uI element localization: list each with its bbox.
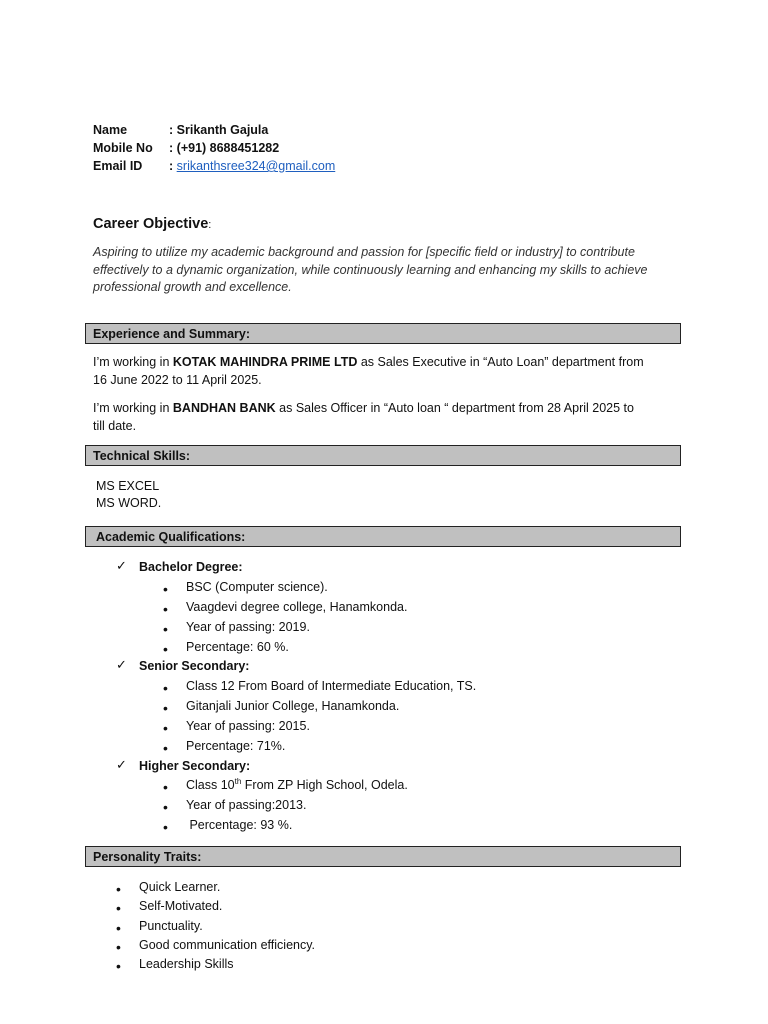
senior-item: Class 12 From Board of Intermediate Education, TS. <box>186 679 477 693</box>
bullet-icon: • <box>163 581 168 597</box>
class-prefix: Class 10 <box>186 778 235 792</box>
mobile-row <box>93 140 279 156</box>
exp1-suffix: as Sales Executive in “Auto Loan” department from <box>357 355 644 369</box>
experience-heading: Experience and Summary: <box>85 323 681 344</box>
career-heading-colon: : <box>208 219 212 231</box>
higher-title: Higher Secondary: <box>139 759 251 773</box>
bullet-icon: • <box>163 740 168 756</box>
exp1-line-2: 16 June 2022 to 11 April 2025. <box>93 372 262 387</box>
email-link[interactable]: srikanthsree324@gmail.com <box>176 159 336 173</box>
trait-item: Punctuality. <box>139 919 203 933</box>
bachelor-title: Bachelor Degree: <box>139 560 243 574</box>
bullet-icon: • <box>163 601 168 617</box>
experience-paragraph-1 <box>93 354 673 389</box>
name-separator: : <box>169 123 174 137</box>
experience-paragraph-2 <box>93 400 673 435</box>
exp2-company: BANDHAN BANK <box>172 401 276 415</box>
exp1-company: KOTAK MAHINDRA PRIME LTD <box>172 355 358 369</box>
trait-item: Quick Learner. <box>139 880 221 894</box>
class-suffix: From ZP High School, Odela. <box>241 778 408 792</box>
technical-skills-list <box>96 478 161 511</box>
trait-item: Leadership Skills <box>139 957 234 971</box>
senior-item: Percentage: 71%. <box>186 739 286 753</box>
bullet-icon: • <box>163 779 168 795</box>
bullet-icon: • <box>116 881 121 897</box>
bullet-icon: • <box>163 799 168 815</box>
email-label: Email ID <box>93 159 143 173</box>
exp1-prefix: I’m working in <box>93 355 173 369</box>
higher-item-class <box>186 778 408 792</box>
bullet-icon: • <box>116 900 121 916</box>
name-value: Srikanth Gajula <box>176 123 269 137</box>
exp2-suffix: as Sales Officer in “Auto loan “ department from 28 April 2025 to <box>275 401 634 415</box>
bullet-icon: • <box>163 621 168 637</box>
check-icon: ✓ <box>116 657 127 672</box>
email-row <box>93 158 335 174</box>
career-line-3: professional growth and excellence. <box>93 280 292 294</box>
senior-item: Gitanjali Junior College, Hanamkonda. <box>186 699 400 713</box>
traits-heading: Personality Traits: <box>85 846 681 867</box>
bachelor-item: Year of passing: 2019. <box>186 620 310 634</box>
bachelor-item: Vaagdevi degree college, Hanamkonda. <box>186 600 408 614</box>
mobile-separator: : <box>169 141 174 155</box>
academic-heading: Academic Qualifications: <box>85 526 681 547</box>
bullet-icon: • <box>163 819 168 835</box>
bachelor-item: Percentage: 60 %. <box>186 640 289 654</box>
name-label: Name <box>93 123 128 137</box>
career-objective-text <box>93 244 683 297</box>
mobile-value: (+91) 8688451282 <box>176 141 280 155</box>
career-line-2: effectively to a dynamic organization, while continuously learning and enhancing my skills to achieve <box>93 262 648 277</box>
skill-item: MS WORD. <box>96 495 162 510</box>
bullet-icon: • <box>163 680 168 696</box>
bullet-icon: • <box>163 700 168 716</box>
name-row <box>93 122 268 138</box>
senior-title: Senior Secondary: <box>139 659 250 673</box>
class-superscript: th <box>234 776 242 786</box>
exp2-line-2: till date. <box>93 418 137 433</box>
career-line-1: Aspiring to utilize my academic background and passion for [specific field or industry] to contribute <box>93 245 635 259</box>
technical-skills-heading: Technical Skills: <box>85 445 681 466</box>
bullet-icon: • <box>163 720 168 736</box>
check-icon: ✓ <box>116 757 127 772</box>
higher-item: Year of passing:2013. <box>186 798 307 812</box>
trait-item: Self-Motivated. <box>139 899 223 913</box>
trait-item: Good communication efficiency. <box>139 938 316 952</box>
bachelor-item: BSC (Computer science). <box>186 580 328 594</box>
exp2-prefix: I’m working in <box>93 401 173 415</box>
mobile-label: Mobile No <box>93 141 153 155</box>
bullet-icon: • <box>116 939 121 955</box>
email-separator: : <box>169 159 174 173</box>
bullet-icon: • <box>116 958 121 974</box>
senior-item: Year of passing: 2015. <box>186 719 310 733</box>
career-objective-heading <box>93 216 211 232</box>
bullet-icon: • <box>163 641 168 657</box>
bullet-icon: • <box>116 920 121 936</box>
career-heading-text: Career Objective <box>93 216 209 232</box>
higher-item: Percentage: 93 %. <box>186 818 293 832</box>
skill-item: MS EXCEL <box>96 479 160 493</box>
check-icon: ✓ <box>116 558 127 573</box>
